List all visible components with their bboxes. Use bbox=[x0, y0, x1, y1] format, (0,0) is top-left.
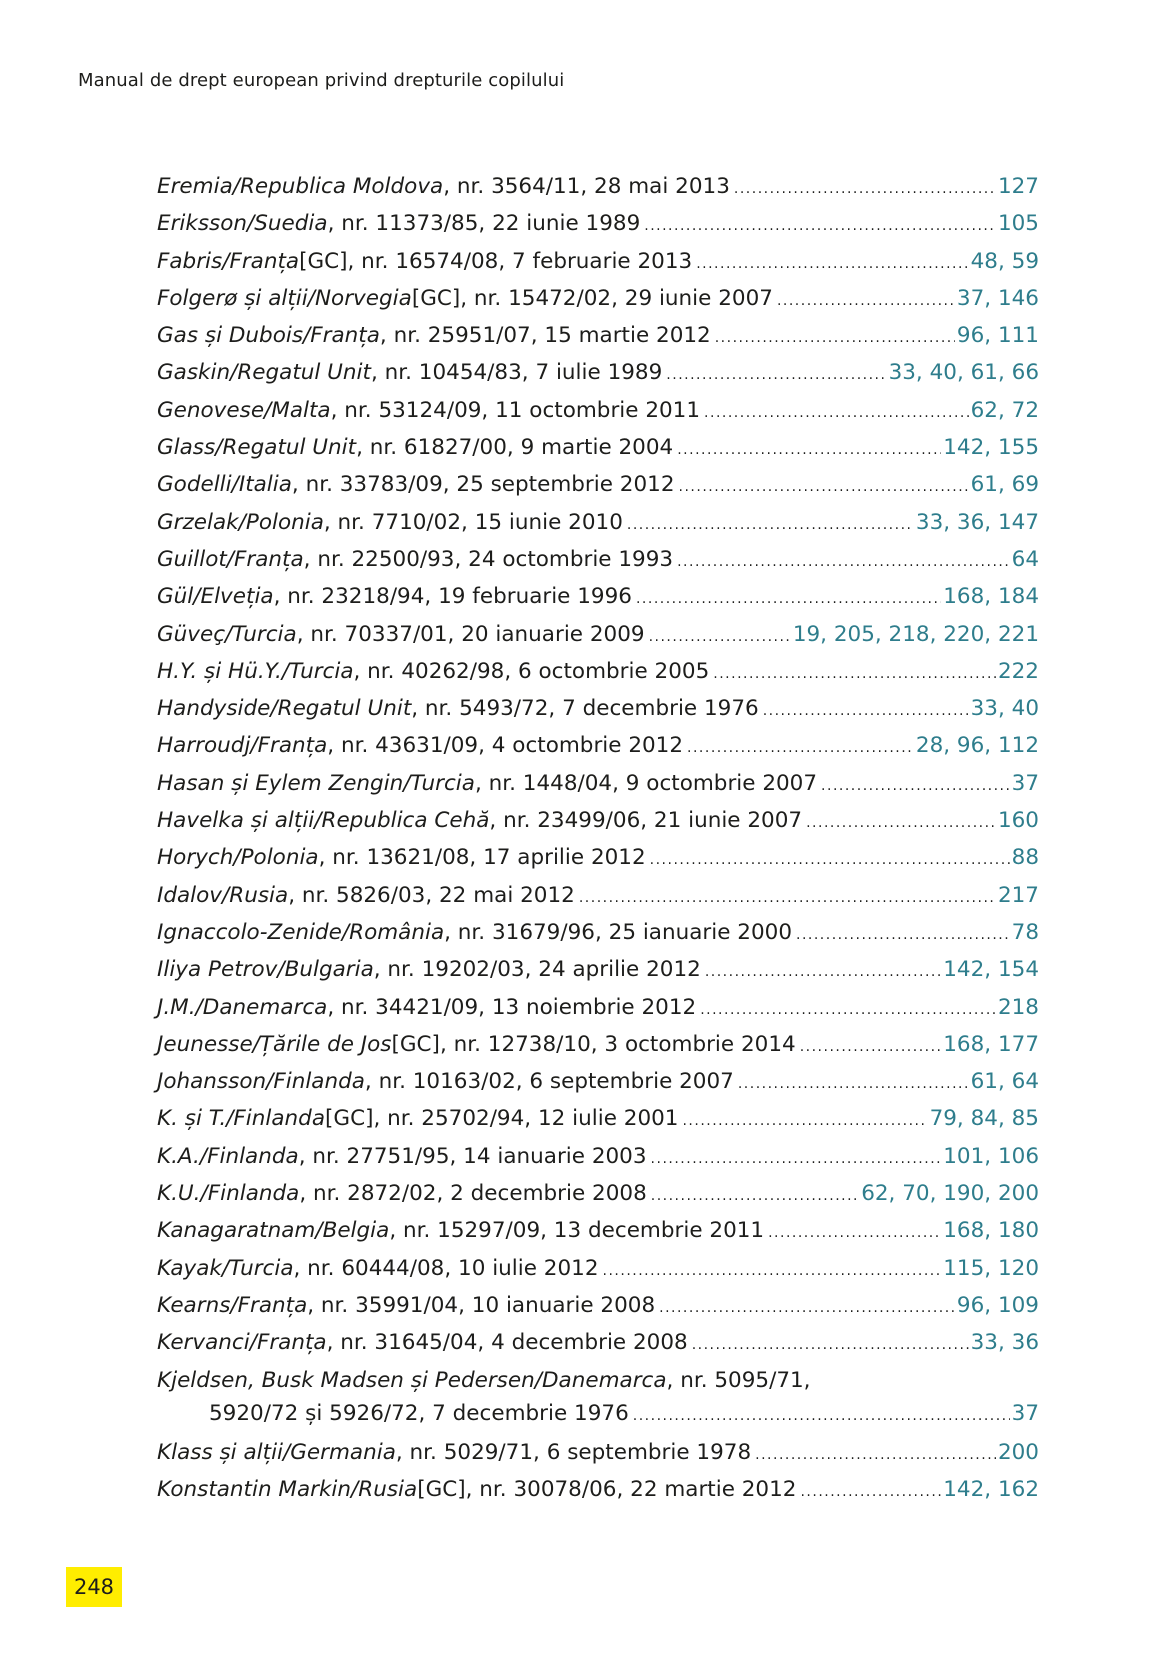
index-entry bbox=[157, 1218, 1039, 1255]
case-name: Eriksson/Suedia bbox=[157, 211, 328, 237]
index-entry bbox=[157, 1256, 1039, 1293]
dot-leader bbox=[738, 1076, 969, 1092]
index-entry bbox=[157, 286, 1039, 323]
dot-leader bbox=[677, 442, 941, 458]
case-details: , nr. 7710/02, 15 iunie 2010 bbox=[323, 509, 623, 535]
page-refs[interactable]: 61, 64 bbox=[970, 1069, 1039, 1095]
index-entry bbox=[157, 360, 1039, 397]
case-name: Grzelak/Polonia bbox=[157, 509, 324, 535]
dot-leader bbox=[692, 1337, 969, 1353]
page-refs[interactable]: 222 bbox=[997, 658, 1039, 684]
index-entry bbox=[157, 584, 1039, 621]
dot-leader bbox=[700, 1002, 996, 1018]
case-details: , nr. 23218/94, 19 februarie 1996 bbox=[273, 584, 632, 610]
index-entry bbox=[157, 1069, 1039, 1106]
page-refs[interactable]: 142, 162 bbox=[943, 1476, 1039, 1502]
case-name: Klass și alții/Germania bbox=[157, 1439, 396, 1465]
case-name: Iliya Petrov/Bulgaria bbox=[157, 957, 374, 983]
dot-leader bbox=[677, 554, 1010, 570]
page-refs[interactable]: 62, 72 bbox=[970, 397, 1039, 423]
case-details: , nr. 23499/06, 21 iunie 2007 bbox=[489, 808, 803, 834]
index-entry bbox=[157, 1106, 1039, 1143]
gc-marker: [GC] bbox=[411, 285, 461, 311]
index-entry bbox=[157, 249, 1039, 286]
case-details: , nr. 3564/11, 28 mai 2013 bbox=[443, 174, 730, 199]
index-entry bbox=[157, 771, 1039, 808]
page-refs[interactable]: 127 bbox=[997, 174, 1039, 199]
case-details: , nr. 19202/03, 24 aprilie 2012 bbox=[373, 957, 701, 983]
case-details: , nr. 5095/71, bbox=[666, 1367, 811, 1393]
index-entry bbox=[157, 398, 1039, 435]
page-refs[interactable]: 218 bbox=[997, 994, 1039, 1020]
dot-leader bbox=[734, 181, 996, 197]
case-name: Johansson/Finlanda bbox=[157, 1069, 365, 1095]
case-name: K. și T./Finlanda bbox=[157, 1106, 326, 1132]
dot-leader bbox=[800, 1039, 942, 1055]
case-details: , nr. 27751/95, 14 ianuarie 2003 bbox=[298, 1143, 647, 1169]
dot-leader bbox=[768, 1225, 941, 1241]
running-header: Manual de drept european privind drepturile copilului bbox=[78, 70, 565, 91]
case-details: , nr. 12738/10, 3 octombrie 2014 bbox=[439, 1031, 796, 1057]
case-name: Godelli/Italia bbox=[157, 472, 292, 498]
case-name: Eremia/Republica Moldova bbox=[157, 174, 444, 199]
dot-leader bbox=[651, 1151, 942, 1167]
case-name: Jeunesse/Țările de Jos bbox=[157, 1031, 392, 1057]
case-details: , nr. 16574/08, 7 februarie 2013 bbox=[347, 248, 693, 274]
case-details-continued: 5920/72 și 5926/72, 7 decembrie 1976 bbox=[209, 1400, 629, 1426]
case-index-list bbox=[157, 174, 1039, 1514]
dot-leader bbox=[821, 778, 1010, 794]
case-name: Kearns/Franța bbox=[157, 1292, 308, 1318]
index-entry bbox=[157, 845, 1039, 882]
dot-leader bbox=[755, 1447, 996, 1463]
case-name: Harroudj/Franța bbox=[157, 733, 328, 759]
dot-leader bbox=[679, 479, 969, 495]
dot-leader bbox=[763, 703, 969, 719]
case-name: K.A./Finlanda bbox=[157, 1143, 299, 1169]
case-details: , nr. 31679/96, 25 ianuarie 2000 bbox=[444, 919, 792, 945]
case-details: , nr. 15472/02, 29 iunie 2007 bbox=[460, 285, 773, 311]
index-entry bbox=[157, 1293, 1039, 1330]
case-details: , nr. 5493/72, 7 decembrie 1976 bbox=[411, 696, 759, 722]
case-details: , nr. 5826/03, 22 mai 2012 bbox=[288, 882, 575, 908]
case-name: K.U./Finlanda bbox=[157, 1181, 300, 1207]
case-name: Handyside/Regatul Unit bbox=[157, 696, 412, 722]
page-refs[interactable]: 28, 96, 112 bbox=[915, 733, 1039, 759]
page-refs[interactable]: 33, 36 bbox=[970, 1330, 1039, 1356]
case-details: , nr. 40262/98, 6 octombrie 2005 bbox=[353, 658, 710, 684]
page-refs[interactable]: 200 bbox=[997, 1439, 1039, 1465]
dot-leader bbox=[603, 1263, 942, 1279]
page-refs[interactable]: 101, 106 bbox=[943, 1143, 1039, 1169]
case-details: , nr. 34421/09, 13 noiembrie 2012 bbox=[327, 994, 697, 1020]
page-refs[interactable]: 79, 84, 85 bbox=[929, 1106, 1039, 1132]
page-refs[interactable]: 19, 205, 218, 220, 221 bbox=[792, 621, 1039, 647]
case-name: Havelka și alții/Republica Cehă bbox=[157, 808, 490, 834]
index-entry bbox=[157, 957, 1039, 994]
page-refs[interactable]: 62, 70, 190, 200 bbox=[861, 1181, 1039, 1207]
index-entry bbox=[157, 1181, 1039, 1218]
case-name: Guillot/Franța bbox=[157, 546, 304, 572]
page-refs[interactable]: 33, 40, 61, 66 bbox=[888, 360, 1039, 386]
index-entry bbox=[157, 696, 1039, 733]
index-entry bbox=[157, 323, 1039, 360]
page-refs[interactable]: 33, 36, 147 bbox=[915, 509, 1039, 535]
case-name: Gül/Elveția bbox=[157, 584, 274, 610]
case-name: Kayak/Turcia bbox=[157, 1255, 294, 1281]
index-entry bbox=[157, 510, 1039, 547]
case-name: H.Y. și Hü.Y./Turcia bbox=[157, 658, 354, 684]
page-refs[interactable]: 160 bbox=[997, 808, 1039, 834]
page-refs[interactable]: 96, 111 bbox=[956, 323, 1039, 349]
index-entry bbox=[157, 1330, 1039, 1367]
page-refs[interactable]: 33, 40 bbox=[970, 696, 1039, 722]
dot-leader bbox=[715, 330, 955, 346]
case-name: Idalov/Rusia bbox=[157, 882, 289, 908]
case-name: Konstantin Markin/Rusia bbox=[157, 1476, 418, 1502]
case-details: , nr. 22500/93, 24 octombrie 1993 bbox=[303, 546, 674, 572]
case-details: , nr. 15297/09, 13 decembrie 2011 bbox=[389, 1218, 765, 1244]
dot-leader bbox=[682, 1113, 927, 1129]
dot-leader bbox=[651, 1188, 859, 1204]
index-entry bbox=[157, 174, 1039, 211]
case-details: , nr. 33783/09, 25 septembrie 2012 bbox=[291, 472, 675, 498]
index-entry bbox=[157, 808, 1039, 845]
case-details: , nr. 70337/01, 20 ianuarie 2009 bbox=[296, 621, 645, 647]
index-entry bbox=[157, 1032, 1039, 1069]
case-details: , nr. 25702/94, 12 iulie 2001 bbox=[373, 1106, 679, 1132]
page-refs[interactable]: 168, 180 bbox=[943, 1218, 1039, 1244]
index-entry bbox=[157, 1477, 1039, 1514]
dot-leader bbox=[705, 964, 941, 980]
dot-leader bbox=[579, 890, 996, 906]
case-name: Genovese/Malta bbox=[157, 397, 331, 423]
dot-leader bbox=[713, 666, 996, 682]
case-name: Fabris/Franța bbox=[157, 248, 300, 274]
index-entry bbox=[157, 1440, 1039, 1477]
page-refs[interactable]: 115, 120 bbox=[943, 1255, 1039, 1281]
index-entry bbox=[157, 920, 1039, 957]
case-details: , nr. 25951/07, 15 martie 2012 bbox=[379, 323, 711, 349]
index-entry bbox=[157, 622, 1039, 659]
case-details: , nr. 61827/00, 9 martie 2004 bbox=[356, 435, 674, 461]
case-details: , nr. 5029/71, 6 septembrie 1978 bbox=[395, 1439, 752, 1465]
gc-marker: [GC] bbox=[391, 1031, 440, 1057]
page-refs[interactable]: 217 bbox=[997, 882, 1039, 908]
index-entry bbox=[157, 1144, 1039, 1181]
page-refs[interactable]: 37 bbox=[1011, 770, 1039, 796]
dot-leader bbox=[649, 629, 791, 645]
index-entry bbox=[157, 883, 1039, 920]
dot-leader bbox=[687, 740, 914, 756]
dot-leader bbox=[636, 591, 941, 607]
case-details: , nr. 35991/04, 10 ianuarie 2008 bbox=[307, 1292, 656, 1318]
dot-leader bbox=[633, 1408, 1010, 1424]
case-name: Hasan și Eylem Zengin/Turcia bbox=[157, 770, 475, 796]
dot-leader bbox=[627, 517, 914, 533]
case-name: Horych/Polonia bbox=[157, 845, 319, 871]
gc-marker: [GC] bbox=[417, 1476, 466, 1502]
index-entry bbox=[157, 472, 1039, 509]
gc-marker: [GC] bbox=[299, 248, 348, 274]
dot-leader bbox=[650, 852, 1010, 868]
page-refs[interactable]: 88 bbox=[1011, 845, 1039, 871]
index-entry bbox=[157, 211, 1039, 248]
case-details: , nr. 60444/08, 10 iulie 2012 bbox=[293, 1255, 599, 1281]
page-refs[interactable]: 142, 155 bbox=[943, 435, 1039, 461]
case-name: Kjeldsen, Busk Madsen și Pedersen/Danemarca bbox=[157, 1367, 667, 1393]
page-refs[interactable]: 96, 109 bbox=[956, 1292, 1039, 1318]
index-entry bbox=[157, 995, 1039, 1032]
dot-leader bbox=[644, 218, 996, 234]
dot-leader bbox=[777, 293, 955, 309]
case-name: Gas și Dubois/Franța bbox=[157, 323, 380, 349]
dot-leader bbox=[704, 405, 969, 421]
index-entry-wrapped bbox=[157, 1368, 1039, 1440]
gc-marker: [GC] bbox=[325, 1106, 374, 1132]
index-entry bbox=[157, 733, 1039, 770]
case-details: , nr. 10163/02, 6 septembrie 2007 bbox=[364, 1069, 734, 1095]
index-entry bbox=[157, 659, 1039, 696]
case-details: , nr. 30078/06, 22 martie 2012 bbox=[465, 1476, 797, 1502]
case-details: , nr. 2872/02, 2 decembrie 2008 bbox=[299, 1181, 647, 1207]
dot-leader bbox=[806, 815, 996, 831]
case-details: , nr. 11373/85, 22 iunie 1989 bbox=[327, 211, 641, 237]
page-refs[interactable]: 64 bbox=[1011, 546, 1039, 572]
case-details: , nr. 31645/04, 4 decembrie 2008 bbox=[326, 1330, 688, 1356]
page-refs[interactable]: 37 bbox=[1011, 1400, 1039, 1426]
case-name: Folgerø și alții/Norvegia bbox=[157, 285, 412, 311]
dot-leader bbox=[796, 927, 1010, 943]
page-refs[interactable]: 105 bbox=[997, 211, 1039, 237]
page-number: 248 bbox=[66, 1567, 122, 1607]
case-name: J.M./Danemarca bbox=[157, 994, 328, 1020]
page-refs[interactable]: 37, 146 bbox=[956, 285, 1039, 311]
page-refs[interactable]: 48, 59 bbox=[970, 248, 1039, 274]
case-name: Ignaccolo-Zenide/România bbox=[157, 919, 445, 945]
case-name: Güveç/Turcia bbox=[157, 621, 297, 647]
case-details: , nr. 10454/83, 7 iulie 1989 bbox=[370, 360, 663, 386]
case-details: , nr. 43631/09, 4 octombrie 2012 bbox=[327, 733, 684, 759]
page-refs[interactable]: 61, 69 bbox=[970, 472, 1039, 498]
dot-leader bbox=[800, 1484, 941, 1500]
entry-first-line bbox=[157, 1368, 1039, 1401]
case-details: , nr. 13621/08, 17 aprilie 2012 bbox=[318, 845, 646, 871]
case-name: Glass/Regatul Unit bbox=[157, 435, 357, 461]
page-refs[interactable]: 142, 154 bbox=[943, 957, 1039, 983]
index-entry bbox=[157, 547, 1039, 584]
dot-leader bbox=[666, 367, 886, 383]
page-refs[interactable]: 78 bbox=[1011, 919, 1039, 945]
case-name: Kanagaratnam/Belgia bbox=[157, 1218, 390, 1244]
case-name: Gaskin/Regatul Unit bbox=[157, 360, 371, 386]
page-refs[interactable]: 168, 184 bbox=[943, 584, 1039, 610]
case-details: , nr. 1448/04, 9 octombrie 2007 bbox=[474, 770, 818, 796]
dot-leader bbox=[696, 256, 968, 272]
case-details: , nr. 53124/09, 11 octombrie 2011 bbox=[330, 397, 701, 423]
entry-continuation-line bbox=[157, 1401, 1039, 1426]
dot-leader bbox=[659, 1300, 955, 1316]
case-name: Kervanci/Franța bbox=[157, 1330, 327, 1356]
index-entry bbox=[157, 435, 1039, 472]
page-refs[interactable]: 168, 177 bbox=[943, 1031, 1039, 1057]
